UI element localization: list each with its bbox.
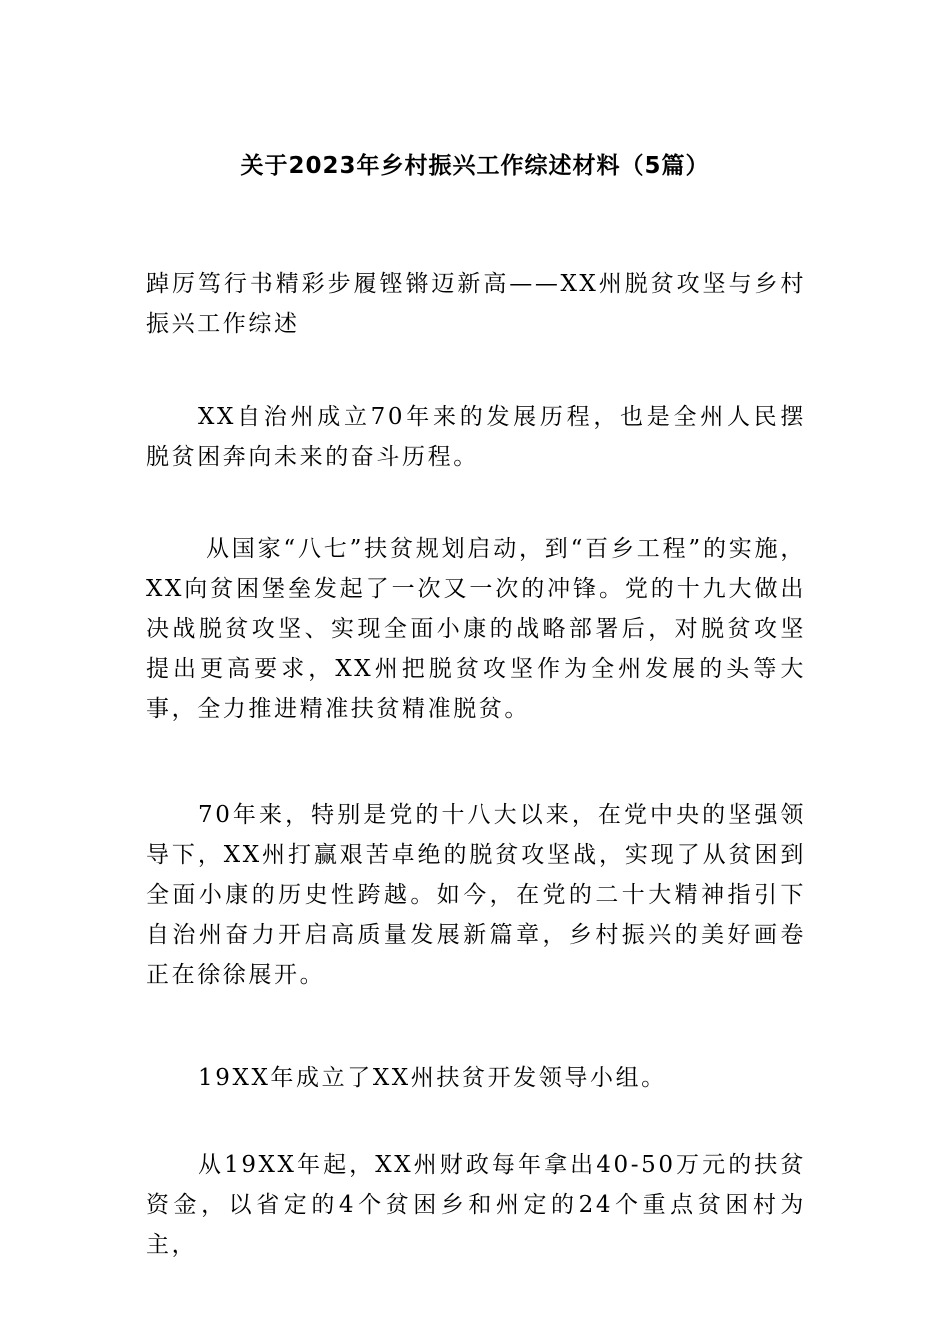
paragraph-5: 从19XX年起，XX州财政每年拿出40-50万元的扶贫资金，以省定的4个贫困乡和州定的24个重点贫困村为主，	[146, 1152, 806, 1258]
paragraph-4: 19XX年成立了XX州扶贫开发领导小组。	[198, 1065, 667, 1091]
paragraph-3: 70年来，特别是党的十八大以来，在党中央的坚强领导下，XX州打赢艰苦卓绝的脱贫攻坚战，实现了从贫困到全面小康的历史性跨越。如今，在党的二十大精神指引下自治州奋力开启高质量发展新篇章，乡村振兴的美好画卷正在徐徐展开。	[146, 802, 806, 988]
document-title: 关于2023年乡村振兴工作综述材料（5篇）	[240, 153, 710, 179]
article-subtitle: 踔厉笃行书精彩步履铿锵迈新高——XX州脱贫攻坚与乡村振兴工作综述	[146, 271, 806, 337]
paragraph-2: 从国家“八七”扶贫规划启动，到“百乡工程”的实施，XX向贫困堡垒发起了一次又一次的冲锋。党的十九大做出决战脱贫攻坚、实现全面小康的战略部署后，对脱贫攻坚提出更高要求，XX州把脱贫攻坚作为全州发展的头等大事，全力推进精准扶贫精准脱贫。	[146, 536, 806, 722]
paragraph-1: XX自治州成立70年来的发展历程，也是全州人民摆脱贫困奔向未来的奋斗历程。	[146, 404, 806, 470]
